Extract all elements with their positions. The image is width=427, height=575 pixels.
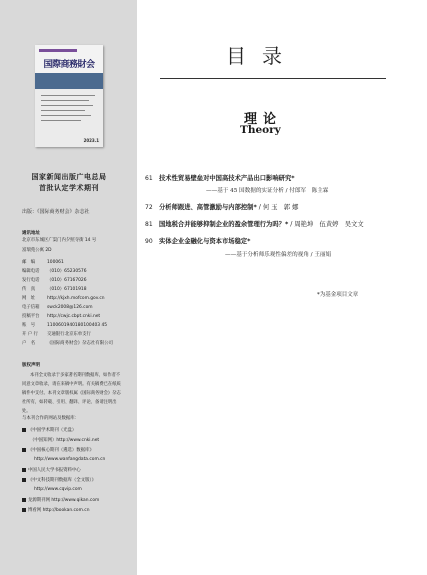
database-item: （中国知网）http://www.cnki.net <box>30 438 100 443</box>
fund-note: *为基金项目文章 <box>317 292 359 298</box>
publisher-line: 出版：《国际商务财会》杂志社 <box>22 209 90 215</box>
info-row: 户 名 《国际商务财会》杂志社有限公司 <box>22 341 113 346</box>
cover-text-line <box>41 100 89 101</box>
section-title-cn: 理论 <box>244 112 283 127</box>
toc-authors: / 周艳坤 伍黄婷 吴文文 <box>288 221 364 228</box>
toc-title: 分析师跟进、高管激励与内部控制* <box>159 204 257 211</box>
info-row: 账 号 1100601940180100403 45 <box>22 323 108 328</box>
info-row: 电子信箱 swck2008@126.com <box>22 305 93 310</box>
bullet-icon <box>22 468 26 472</box>
database-item: 中国人民大学书报资料中心 <box>22 467 81 473</box>
bullet-icon <box>22 428 26 432</box>
info-row: 邮 编 100061 <box>22 260 64 265</box>
toc-page-number: 90 <box>145 238 153 245</box>
info-row: 投稿平台 http://cwjc.cbpt.cnki.net <box>22 314 101 319</box>
approval-line-2: 首批认定学术期刊 <box>39 183 99 192</box>
cover-text-line <box>41 105 93 106</box>
info-row: 开 户 行 交通银行北京东单支行 <box>22 332 91 337</box>
cover-logo-bar <box>39 49 77 52</box>
cover-band <box>35 73 103 89</box>
info-row: 编辑电话 （010）65230576 <box>22 269 87 274</box>
toc-page-number: 72 <box>145 204 153 211</box>
database-item: 《中国学术期刊（光盘） <box>22 427 76 433</box>
section-title-en: Theory <box>240 124 281 136</box>
database-item: 《中文科技期刊数据库（全文版）》 <box>22 477 96 483</box>
bullet-icon <box>22 498 26 502</box>
toc-title: 实体企业金融化与资本市场稳定* <box>159 238 251 245</box>
approval-line-1: 国家新闻出版广电总局 <box>31 172 107 181</box>
info-row: 网 址 http://kjxh.mofcom.gov.cn <box>22 296 105 301</box>
database-item: http://www.wanfangdata.com.cn <box>34 457 106 462</box>
address-line-2: 富瑞苑公寓 2D <box>22 248 52 253</box>
database-item: 《中国核心期刊（遴选）数据库》 <box>22 447 94 453</box>
copyright-text: 本刊全文收录于多家著名期刊数据库，如作者不同意文章收录，请在来稿中声明。有关稿费已在纸质稿件中支付。本刊文章版权属《国际商务财会》杂志社所有，如转载、引用、翻译、评论、备请注明出处。 <box>22 373 121 414</box>
bullet-icon <box>22 508 26 512</box>
toc-authors: / 何 玉 郭 娜 <box>256 204 299 211</box>
copyright-heading: 版权声明 <box>22 363 40 368</box>
journal-cover-image <box>35 45 103 147</box>
cover-text-line <box>41 95 95 96</box>
toc-subtitle: ——基于分析师乐观性偏差的视角 / 王丽娟 <box>225 252 332 258</box>
toc-entry <box>145 219 364 228</box>
info-row: 传 真 （010）67101918 <box>22 287 87 292</box>
page-title: 目录 <box>226 44 298 68</box>
toc-entry <box>145 202 298 211</box>
toc-subtitle: ——基于 45 国数据的实证分析 / 付郎军 陈主霖 <box>206 188 329 194</box>
bullet-icon <box>22 478 26 482</box>
cover-text-line <box>41 110 85 111</box>
cover-title: 国際商務財会 <box>43 60 95 70</box>
title-divider <box>160 78 386 79</box>
contact-heading: 通讯地址 <box>22 231 40 236</box>
toc-page-number: 61 <box>145 175 153 182</box>
cover-issue: 2023.1 <box>83 138 99 143</box>
database-item: http://www.cqvip.com <box>34 487 82 492</box>
toc-page-number: 81 <box>145 221 153 228</box>
address-line-1: 北京市东城区广渠门内夕照寺街 14 号 <box>22 238 97 243</box>
bullet-icon <box>22 448 26 452</box>
toc-entry <box>145 173 295 182</box>
database-item: 博看网 http://bookan.com.cn <box>22 507 89 513</box>
cover-text-line <box>41 115 91 116</box>
info-row: 发行电话 （010）67167026 <box>22 278 87 283</box>
toc-title: 技术性贸易壁垒对中国高技术产品出口影响研究* <box>159 175 295 182</box>
toc-entry <box>145 236 250 245</box>
toc-title: 国地税合并能够抑制企业的盈余管理行为吗？* <box>159 221 289 228</box>
cover-text-line <box>41 120 81 121</box>
database-item: 龙源期刊网 http://www.qikan.com <box>22 497 99 503</box>
partner-note: 与本刊合作的网站及数据库： <box>22 416 80 421</box>
